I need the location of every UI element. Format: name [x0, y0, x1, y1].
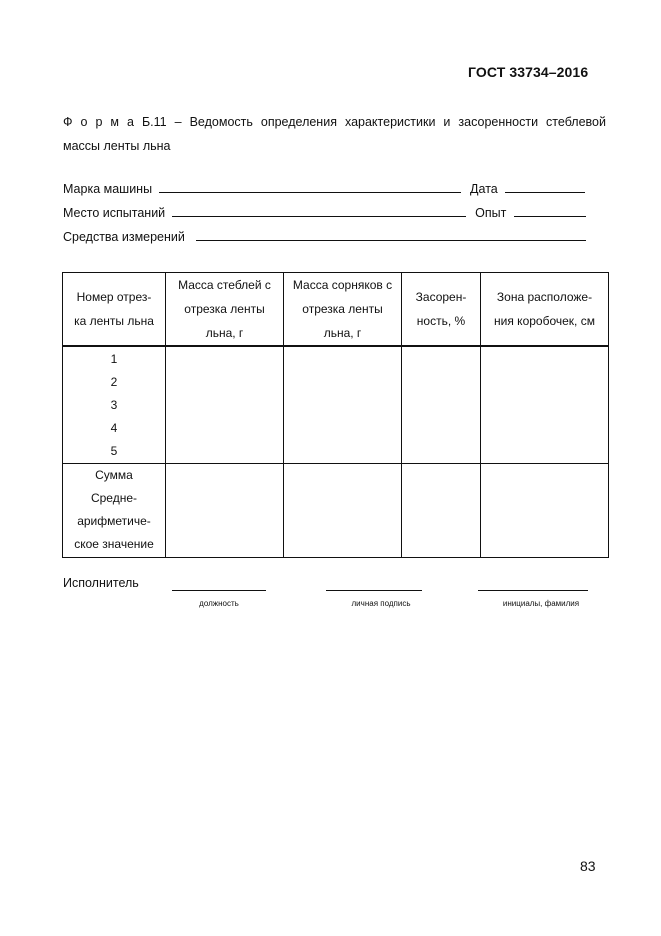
machine-label: Марка машины: [63, 182, 153, 196]
column-header: Засорен- ность, %: [402, 273, 481, 347]
initials-caption: инициалы, фамилия: [502, 599, 580, 608]
segment-number: 4: [110, 421, 118, 435]
instruments-label: Средства измерений: [63, 230, 185, 244]
date-label: Дата: [470, 182, 498, 196]
sum-label: Сумма: [95, 468, 133, 482]
position-line[interactable]: [172, 589, 266, 591]
measurement-table: [62, 272, 609, 558]
boll-zone-cell[interactable]: [481, 346, 609, 464]
signature-line[interactable]: [326, 589, 422, 591]
form-caption: [63, 110, 606, 158]
machine-field-row: [63, 181, 585, 196]
segment-number: 2: [110, 375, 118, 389]
standard-number: ГОСТ 33734–2016: [468, 64, 589, 80]
column-header: Масса стеблей с отрезка ленты льна, г: [166, 273, 284, 347]
form-caption-line-1: Ф о р м а Б.11 – Ведомость определения характеристики и засоренности стеблевой: [63, 115, 606, 129]
segment-number: 3: [110, 398, 118, 412]
date-input-line[interactable]: [505, 181, 585, 193]
stem-mass-cell[interactable]: [166, 346, 284, 464]
experiment-input-line[interactable]: [514, 205, 586, 217]
executor-label: Исполнитель: [63, 576, 139, 590]
instruments-input-line[interactable]: [196, 229, 586, 241]
form-caption-line-2: массы ленты льна: [63, 139, 171, 153]
initials-line[interactable]: [478, 589, 588, 591]
stem-mass-summary-cell[interactable]: [166, 464, 284, 558]
page-number: 83: [580, 858, 596, 874]
place-field-row: [63, 205, 586, 220]
experiment-label: Опыт: [475, 206, 507, 220]
column-header: Масса сорняков с отрезка ленты льна, г: [284, 273, 402, 347]
machine-input-line[interactable]: [159, 181, 461, 193]
segment-number: 1: [110, 352, 118, 366]
boll-zone-summary-cell[interactable]: [481, 464, 609, 558]
instruments-field-row: [63, 229, 586, 244]
table-header-row: [63, 273, 609, 347]
position-caption: должность: [199, 599, 239, 608]
segment-number: 5: [110, 444, 118, 458]
signature-caption: личная подпись: [351, 599, 411, 608]
weediness-cell[interactable]: [402, 346, 481, 464]
column-header: Зона расположе- ния коробочек, см: [481, 273, 609, 347]
place-input-line[interactable]: [172, 205, 466, 217]
summary-cell: [63, 464, 166, 558]
table-row: [63, 464, 609, 558]
segment-numbers-cell: [63, 346, 166, 464]
place-label: Место испытаний: [63, 206, 166, 220]
column-header: Номер отрез- ка ленты льна: [63, 273, 166, 347]
table-row: [63, 346, 609, 464]
weediness-summary-cell[interactable]: [402, 464, 481, 558]
mean-label: Средне- арифметиче- ское значение: [74, 491, 154, 551]
weed-mass-cell[interactable]: [284, 346, 402, 464]
weed-mass-summary-cell[interactable]: [284, 464, 402, 558]
